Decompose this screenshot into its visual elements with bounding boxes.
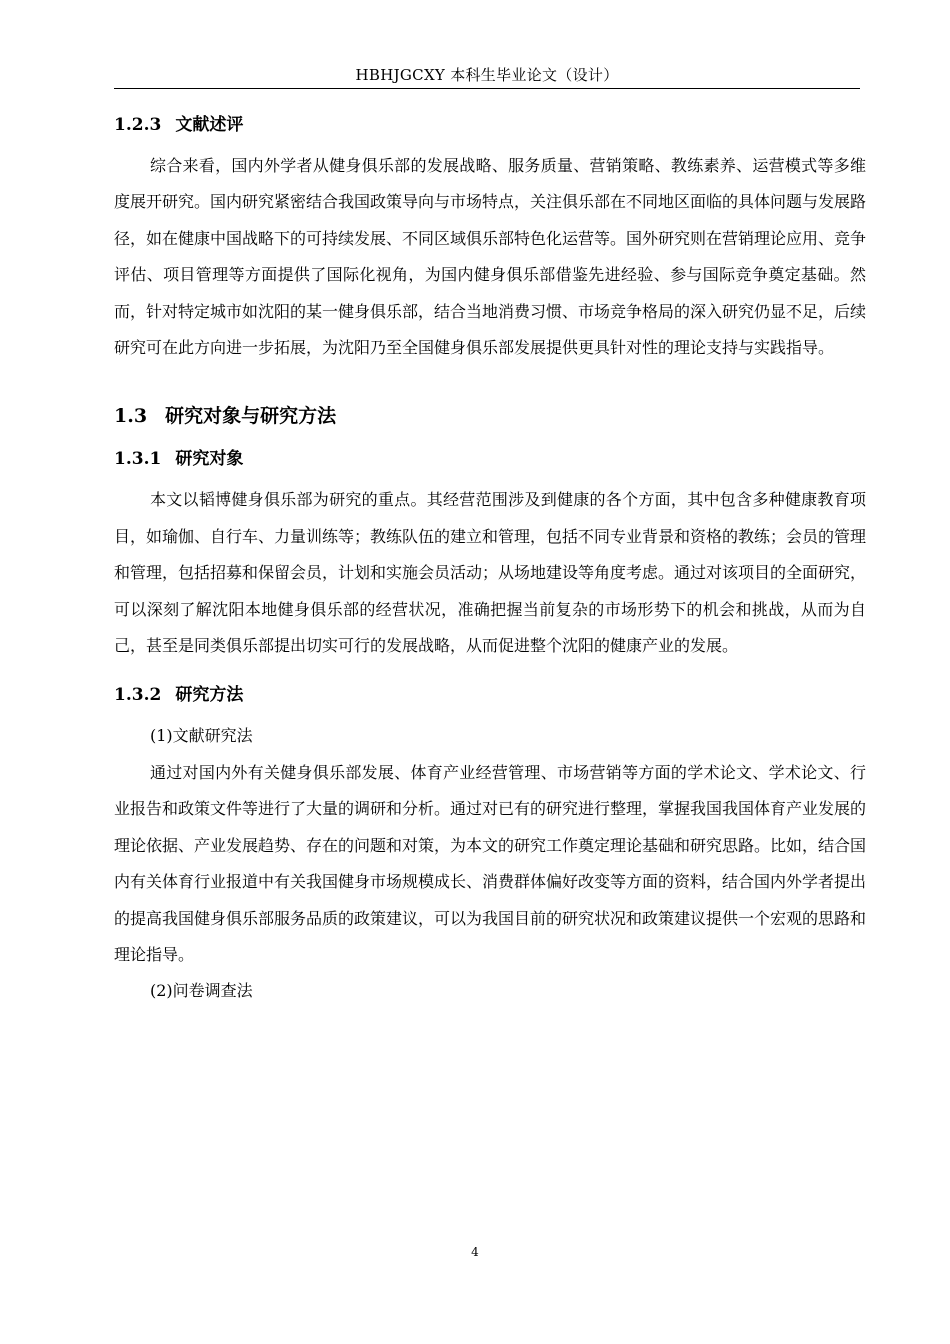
section-title: 研究对象 bbox=[175, 449, 244, 470]
section-heading-1-3-2 bbox=[114, 682, 866, 718]
section-heading-1-2-3 bbox=[114, 112, 866, 148]
research-object-paragraph: 本文以韬博健身俱乐部为研究的重点。其经营范围涉及到健康的各个方面，其中包含多种健康教育项目，如瑜伽、自行车、力量训练等；教练队伍的建立和管理，包括不同专业背景和资格的教练；会员的管理和管理，包括招募和保留会员，计划和实施会员活动；从场地建设等角度考虑。通过对该项目的全面研究，可以深刻了解沈阳本地健身俱乐部的经营状况，准确把握当前复杂的市场形势下的机会和挑战，从而为自己，甚至是同类俱乐部提出切实可行的发展战略，从而促进整个沈阳的健康产业的发展。 bbox=[114, 490, 867, 656]
section-number: 1.3.2 bbox=[114, 685, 162, 706]
section-number: 1.2.3 bbox=[114, 115, 162, 135]
method-1-paragraph: 通过对国内外有关健身俱乐部发展、体育产业经营管理、市场营销等方面的学术论文、学术论文、行业报告和政策文件等进行了大量的调研和分析。通过对已有的研究进行整理，掌握我国我国体育产业发展的理论依据、产业发展趋势、存在的问题和对策，为本文的研究工作奠定理论基础和研究思路。比如，结合国内有关体育行业报道中有关我国健身市场规模成长、消费群体偏好改变等方面的资料，结合国内外学者提出的提高我国健身俱乐部服务品质的政策建议，可以为我国目前的研究状况和政策建议提供一个宏观的思路和理论指导。 bbox=[114, 762, 867, 964]
method-2-label: (2)问卷调查法 bbox=[150, 981, 253, 1001]
page-number: 4 bbox=[471, 1245, 479, 1259]
section-number: 1.3 bbox=[114, 405, 148, 428]
section-title: 研究方法 bbox=[175, 685, 244, 706]
header-title: HBHJGCXY 本科生毕业论文（设计） bbox=[355, 66, 619, 84]
page-body bbox=[114, 112, 866, 1010]
method-1-label: (1)文献研究法 bbox=[150, 726, 253, 746]
literature-review-paragraph: 综合来看，国内外学者从健身俱乐部的发展战略、服务质量、营销策略、教练素养、运营模式等多维度展开研究。国内研究紧密结合我国政策导向与市场特点，关注俱乐部在不同地区面临的具体问题与发展路径，如在健康中国战略下的可持续发展、不同区域俱乐部特色化运营等。国外研究则在营销理论应用、竞争评估、项目管理等方面提供了国际化视角，为国内健身俱乐部借鉴先进经验、参与国际竞争奠定基础。然而，针对特定城市如沈阳的某一健身俱乐部，结合当地消费习惯、市场竞争格局的深入研究仍显不足，后续研究可在此方向进一步拓展，为沈阳乃至全国健身俱乐部发展提供更具针对性的理论支持与实践指导。 bbox=[114, 156, 867, 358]
section-heading-1-3-1 bbox=[114, 446, 866, 482]
section-heading-1-3 bbox=[114, 402, 866, 446]
page-header bbox=[114, 64, 860, 89]
section-title: 文献述评 bbox=[175, 115, 244, 135]
section-number: 1.3.1 bbox=[114, 449, 162, 470]
section-title: 研究对象与研究方法 bbox=[165, 405, 337, 428]
